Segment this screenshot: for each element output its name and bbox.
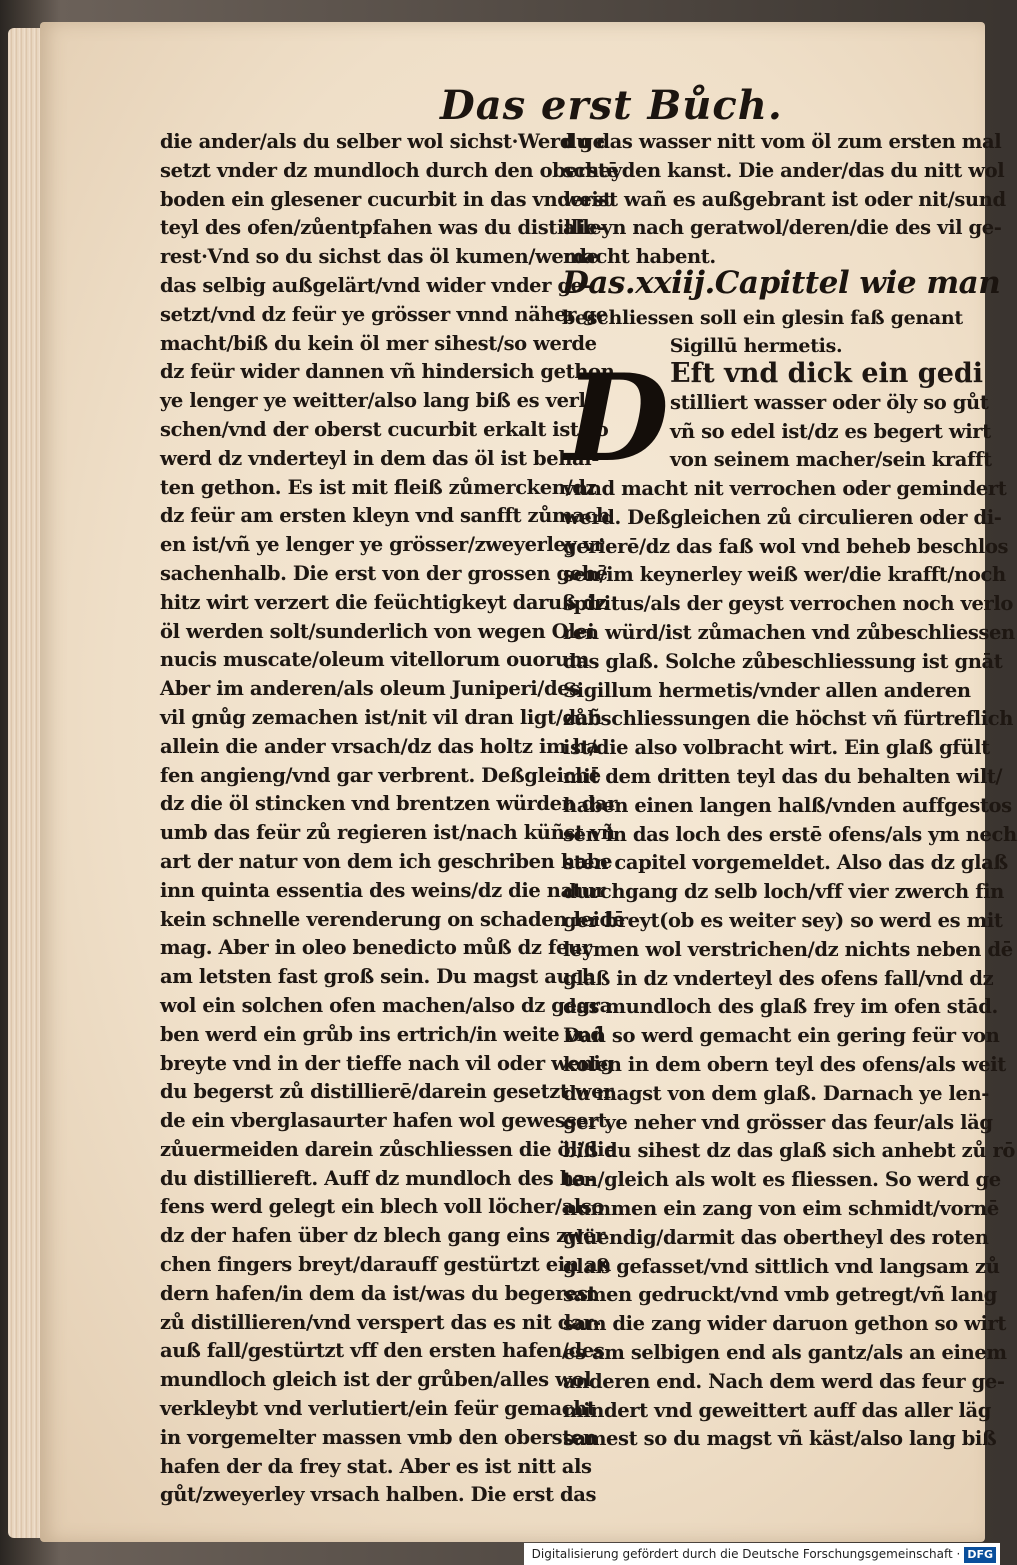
text-line: ye lenger ye weitter/also lang biß es verlo- <box>160 389 606 413</box>
text-line: zů distillieren/vnd verspert das es nit dar- <box>160 1310 601 1334</box>
text-line: hitz wirt verzert die feüchtigkeyt daruß dz <box>160 590 607 614</box>
text-line: de ein vberglasaurter hafen wol gewessert <box>160 1109 607 1133</box>
text-line: dz die öl stincken vnd brentzen würden dar <box>160 792 618 816</box>
text-line: das selbig außgelärt/vnd wider vnder ge- <box>160 273 591 297</box>
text-line: kolen in dem obern teyl des ofens/als weit <box>563 1052 1006 1076</box>
text-line: setzt vnder dz mundloch durch den oberstē <box>160 158 619 182</box>
left-column <box>160 128 625 1510</box>
text-line: du magst von dem glaß. Darnach ye len- <box>563 1081 989 1105</box>
right-column-top <box>563 128 1006 272</box>
text-line: macht/biß du kein öl mer sihest/so werde <box>160 331 597 355</box>
text-line: vil gnůg zemachen ist/nit vil dran ligt/dañ <box>160 705 602 729</box>
text-line: boden ein glesener cucurbit in das vnderst <box>160 187 612 211</box>
text-line: samen gedruckt/vnd vmb getregt/vñ lang <box>563 1283 998 1307</box>
right-column-body <box>563 475 1017 1454</box>
text-line: vnnd macht nit verrochen oder gemindert <box>563 477 1007 500</box>
text-line: dz der hafen über dz blech gang eins zwer <box>160 1224 606 1248</box>
text-line: öl werden solt/sunderlich von wegen Olei <box>160 619 595 643</box>
text-line: sten capitel vorgemeldet. Also das dz glaß <box>563 851 1008 875</box>
text-line: ist/die also volbracht wirt. Ein glaß gfült <box>563 736 990 760</box>
text-line: am letsten fast groß sein. Du magst auch <box>160 965 596 989</box>
text-line: Aber im anderen/als oleum Juniperi/des <box>160 677 580 701</box>
text-line: werd dz vnderteyl in dem das öl ist behal- <box>160 446 599 470</box>
text-line: ger breyt(ob es weiter sey) so werd es mit <box>563 908 1003 932</box>
text-line: stilliert wasser oder öly so gůt <box>670 390 989 414</box>
text-line: chen fingers breyt/darauff gestürtzt ein an <box>160 1253 611 1277</box>
text-line: in vorgemelter massen vmb den obersten <box>160 1425 597 1449</box>
text-line: dz feür am ersten kleyn vnd sanfft zůmach <box>160 504 610 528</box>
text-line: mit dem dritten teyl das du behalten wilt/ <box>563 764 1003 788</box>
text-line: nummen ein zang von eim schmidt/vornē <box>563 1196 999 1220</box>
text-line: dz feür wider dannen vñ hindersich gethon <box>160 360 615 384</box>
text-line: ten/gleich als wolt es fliessen. So werd ge <box>563 1168 1001 1192</box>
text-line: von seinem macher/sein krafft <box>670 448 992 472</box>
text-line: gůt/zweyerley vrsach halben. Die erst das <box>160 1483 597 1507</box>
text-line: biß du sihest dz das glaß sich anhebt zů rō <box>563 1139 1015 1163</box>
text-line: anderen end. Nach dem werd das feur ge- <box>563 1369 1005 1393</box>
text-line: mindert vnd geweittert auff das aller läg <box>563 1398 992 1422</box>
text-line: weist wañ es außgebrant ist oder nit/sund <box>563 187 1006 211</box>
text-line: macht habent. <box>563 245 716 269</box>
text-line: rest·Vnd so du sichst das öl kumen/werde <box>160 245 599 269</box>
text-line: spiritus/als der geyst verrochen noch verlo <box>563 592 1014 616</box>
text-line: auß fall/gestürtzt vff den ersten hafen/des <box>160 1339 605 1363</box>
text-line: Dañ so werd gemacht ein gering feür von <box>563 1024 1000 1048</box>
text-line: ger ye neher vnd grösser das feur/als läg <box>563 1110 993 1134</box>
text-line: nucis muscate/oleum vitellorum ouorum <box>160 648 589 672</box>
text-line: das glaß. Solche zůbeschliessung ist gnāt <box>563 649 1003 673</box>
text-line: glaß in dz vnderteyl des ofens fall/vnd dz <box>563 966 994 990</box>
text-line: du begerst zů distillierē/darein gesetzt wer <box>160 1080 614 1104</box>
text-line: alleyn nach geratwol/deren/die des vil ge- <box>563 216 1002 240</box>
decorated-initial: D <box>564 348 670 489</box>
text-line: ten gethon. Es ist mit fleiß zůmercken/dz <box>160 475 597 499</box>
text-line: Sigillum hermetis/vnder allen anderen <box>563 678 971 702</box>
text-line: Eft vnd dick ein gedi <box>670 358 984 389</box>
text-line: inn quinta essentia des weins/dz die natur <box>160 878 606 902</box>
text-line: das mundloch des glaß frey im ofen stād. <box>563 995 998 1019</box>
text-line: art der natur von dem ich geschriben habe <box>160 849 613 873</box>
text-line: zůbschliessungen die höchst vñ fürtreflich <box>563 707 1013 731</box>
text-line: zůuermeiden darein zůschliessen die öl/die <box>160 1137 617 1161</box>
text-line: mundloch gleich ist der grůben/alles wol <box>160 1368 592 1392</box>
text-line: en ist/vñ ye lenger ye grösser/zweyerley vr <box>160 533 604 557</box>
text-line: werd. Deßgleichen zů circulieren oder di- <box>563 505 1002 529</box>
text-line: wol ein solchen ofen machen/also dz gegra <box>160 993 612 1017</box>
right-column-initial-lines <box>670 358 992 475</box>
text-line: umb das feür zů regieren ist/nach küñst vñ <box>160 821 615 845</box>
text-line: fens werd gelegt ein blech voll löcher/also <box>160 1195 605 1219</box>
text-line: teyl des ofen/zůentpfahen was du distillie- <box>160 216 605 240</box>
chapter-heading-line-2: beschliessen soll ein glesin faß genant <box>562 307 963 329</box>
text-line: die ander/als du selber wol sichst·Werd ge <box>160 130 605 153</box>
text-line: glüendig/darmit das obertheyl des roten <box>563 1225 989 1249</box>
text-line: dern hafen/in dem da ist/was du begerest <box>160 1281 597 1305</box>
text-line: sam die zang wider daruon gethon so wirt <box>563 1312 1007 1336</box>
text-line: du distilliereft. Auff dz mundloch des ha- <box>160 1166 594 1190</box>
text-line: fen angieng/vnd gar verbrent. Deßgleichē <box>160 763 601 787</box>
chapter-heading <box>562 262 1001 360</box>
text-line: setzt/vnd dz feür ye grösser vnnd näher ge <box>160 302 608 326</box>
text-line: hafen der da frey stat. Aber es ist nitt als <box>160 1454 592 1478</box>
dfg-logo-icon: DFG <box>964 1547 996 1563</box>
text-line: ben werd ein grůb ins ertrich/in weite vnd <box>160 1022 604 1046</box>
text-line: scheyden kanst. Die ander/das du nitt wol <box>563 158 1005 182</box>
text-line: allein die ander vrsach/dz das holtz im ha <box>160 734 599 758</box>
text-line: schen/vnd der oberst cucurbit erkalt ist/so <box>160 417 609 441</box>
text-line: leymen wol verstrichen/dz nichts neben dē <box>563 937 1013 961</box>
text-line: vñ so edel ist/dz es begert wirt <box>670 419 991 443</box>
text-line: es am selbigen end als gantz/als an einem <box>563 1340 1007 1364</box>
text-line: samest so du magst vñ käst/also lang biß <box>563 1427 997 1451</box>
text-line: sachenhalb. Die erst von der grossen gehē <box>160 561 608 585</box>
text-line: ren würd/ist zůmachen vnd zůbeschliessen <box>563 620 1015 644</box>
chapter-heading-line-3: Sigillū hermetis. <box>669 335 843 357</box>
running-head: Das erst Bůch. <box>440 82 783 129</box>
text-line: gerierē/dz das faß wol vnd beheb beschlos <box>563 534 1009 558</box>
text-line: haben einen langen halß/vnden auffgestos <box>563 793 1012 817</box>
text-line: mag. Aber in oleo benedicto můß dz feur <box>160 936 592 960</box>
digitization-footer <box>524 1543 1000 1565</box>
text-line: sen/im keynerley weiß wer/die krafft/noch <box>563 563 1006 587</box>
text-line: durchgang dz selb loch/vff vier zwerch fin <box>563 880 1004 904</box>
text-line: breyte vnd in der tieffe nach vil oder wenig <box>160 1051 614 1075</box>
text-line: glaß gefasset/vnd sittlich vnd langsam zů <box>563 1254 1000 1278</box>
text-line: verkleybt vnd verlutiert/ein feür gemacht <box>160 1397 596 1421</box>
text-line: kein schnelle verenderung on schaden leidē <box>160 907 625 931</box>
text-line: du das wasser nitt vom öl zum ersten mal <box>563 130 1002 153</box>
chapter-heading-line-1: Das.xxiij.Capittel wie man <box>562 265 1001 301</box>
text-line: sen in das loch des erstē ofens/als ym nech <box>563 822 1017 846</box>
footer-text: Digitalisierung gefördert durch die Deutsche Forschungsgemeinschaft · <box>531 1547 961 1561</box>
